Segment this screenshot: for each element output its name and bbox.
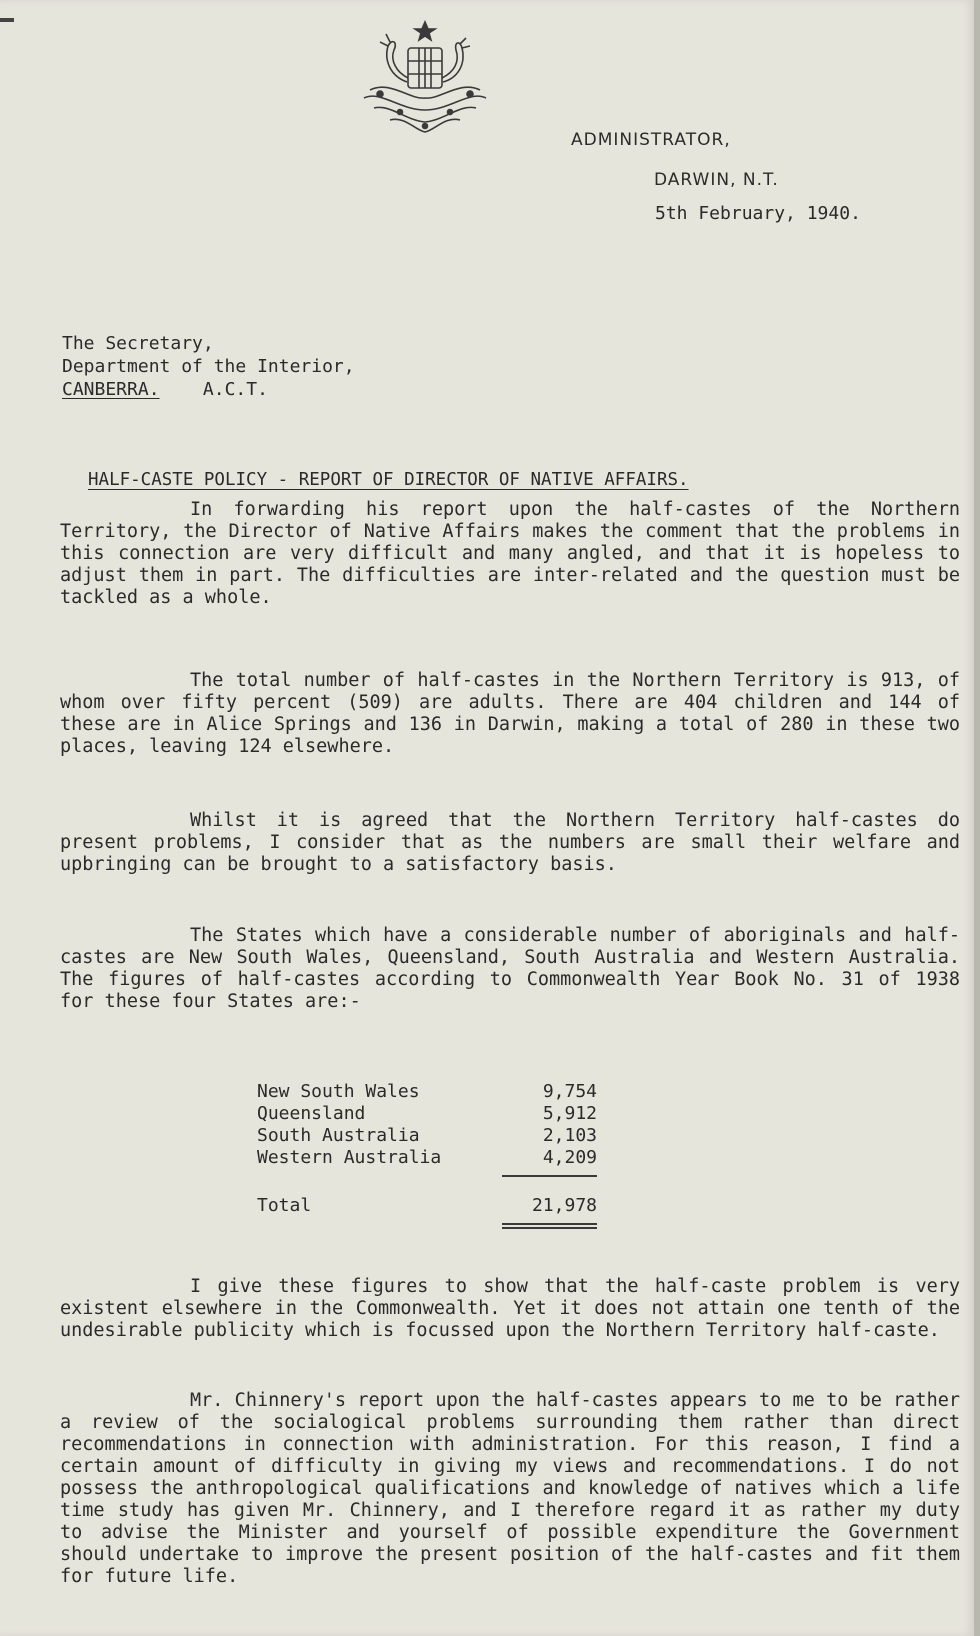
- letter-date: 5th February, 1940.: [655, 203, 861, 224]
- margin-mark: [0, 18, 14, 22]
- page-edge: [974, 0, 980, 1636]
- paragraph-3: Whilst it is agreed that the Northern Territory half-castes do present problems, I consider that as the numbers are small their welfare and upbringing can be brought to a satisfactory basis.: [60, 810, 960, 875]
- recipient-line-1: The Secretary,: [62, 333, 214, 354]
- subject-heading: HALF-CASTE POLICY - REPORT OF DIRECTOR OF NATIVE AFFAIRS.: [88, 470, 689, 490]
- paragraph-6: Mr. Chinnery's report upon the half-castes appears to me to be rather a review of the socialogical problems surrounding them rather than direct recommendations in connection with administration. For this reason, I find a certain amount of difficulty in giving my views and recommendations. I do not possess the anthropological qualifications and knowledge of natives which a life time study has given Mr. Chinnery, and I therefore regard it as rather my duty to advise the Minister and yourself of possible expenditure the Government should undertake to improve the present position of the half-castes and fit them for future life.: [60, 1390, 960, 1587]
- sum-rule: [502, 1175, 597, 1177]
- total-row: [257, 1195, 597, 1217]
- recipient-city: CANBERRA.: [62, 379, 160, 400]
- state-name: New South Wales: [257, 1081, 420, 1102]
- paragraph-5: I give these figures to show that the half-caste problem is very existent elsewhere in the Commonwealth. Yet it does not attain one tenth of the undesirable publicity which is focussed upon the Northern Territory half-caste.: [60, 1276, 960, 1341]
- half-caste-figures-table: [257, 1081, 597, 1229]
- total-value: 21,978: [531, 1195, 597, 1216]
- recipient-line-2: Department of the Interior,: [62, 356, 355, 377]
- paragraph-2: The total number of half-castes in the Northern Territory is 913, of whom over fifty percent (509) are adults. There are 404 children and 144 of these are in Alice Springs and 136 in Darwin, making a total of 280 in these two places, leaving 124 elsewhere.: [60, 670, 960, 757]
- state-value: 5,912: [542, 1103, 597, 1124]
- recipient-territory: A.C.T.: [202, 379, 268, 400]
- table-row: [257, 1103, 597, 1125]
- state-value: 2,103: [542, 1125, 597, 1146]
- paragraph-1: In forwarding his report upon the half-castes of the Northern Territory, the Director of Native Affairs makes the comment that the problems in this connection are very difficult and many angled, and that it is hopeless to adjust them in part. The difficulties are inter-related and the question must be tackled as a whole.: [60, 499, 960, 608]
- total-double-rule: [502, 1223, 597, 1229]
- paragraph-4: The States which have a considerable number of aboriginals and half-castes are New South Wales, Queensland, South Australia and Western Australia. The figures of half-castes according to Commonwealth Year Book No. 31 of 1938 for these four States are:-: [60, 925, 960, 1012]
- recipient-line-3: [62, 378, 355, 401]
- table-row: [257, 1147, 597, 1169]
- state-value: 4,209: [542, 1147, 597, 1168]
- total-label: Total: [257, 1195, 312, 1216]
- state-name: South Australia: [257, 1125, 420, 1146]
- recipient-address: [62, 332, 355, 401]
- state-value: 9,754: [542, 1081, 597, 1102]
- state-name: Western Australia: [257, 1147, 442, 1168]
- state-name: Queensland: [257, 1103, 366, 1124]
- table-row: [257, 1081, 597, 1103]
- table-row: [257, 1125, 597, 1147]
- sender-title: ADMINISTRATOR,: [571, 130, 731, 150]
- sender-location: DARWIN, N.T.: [654, 170, 779, 190]
- coat-of-arms-emblem: [350, 20, 500, 138]
